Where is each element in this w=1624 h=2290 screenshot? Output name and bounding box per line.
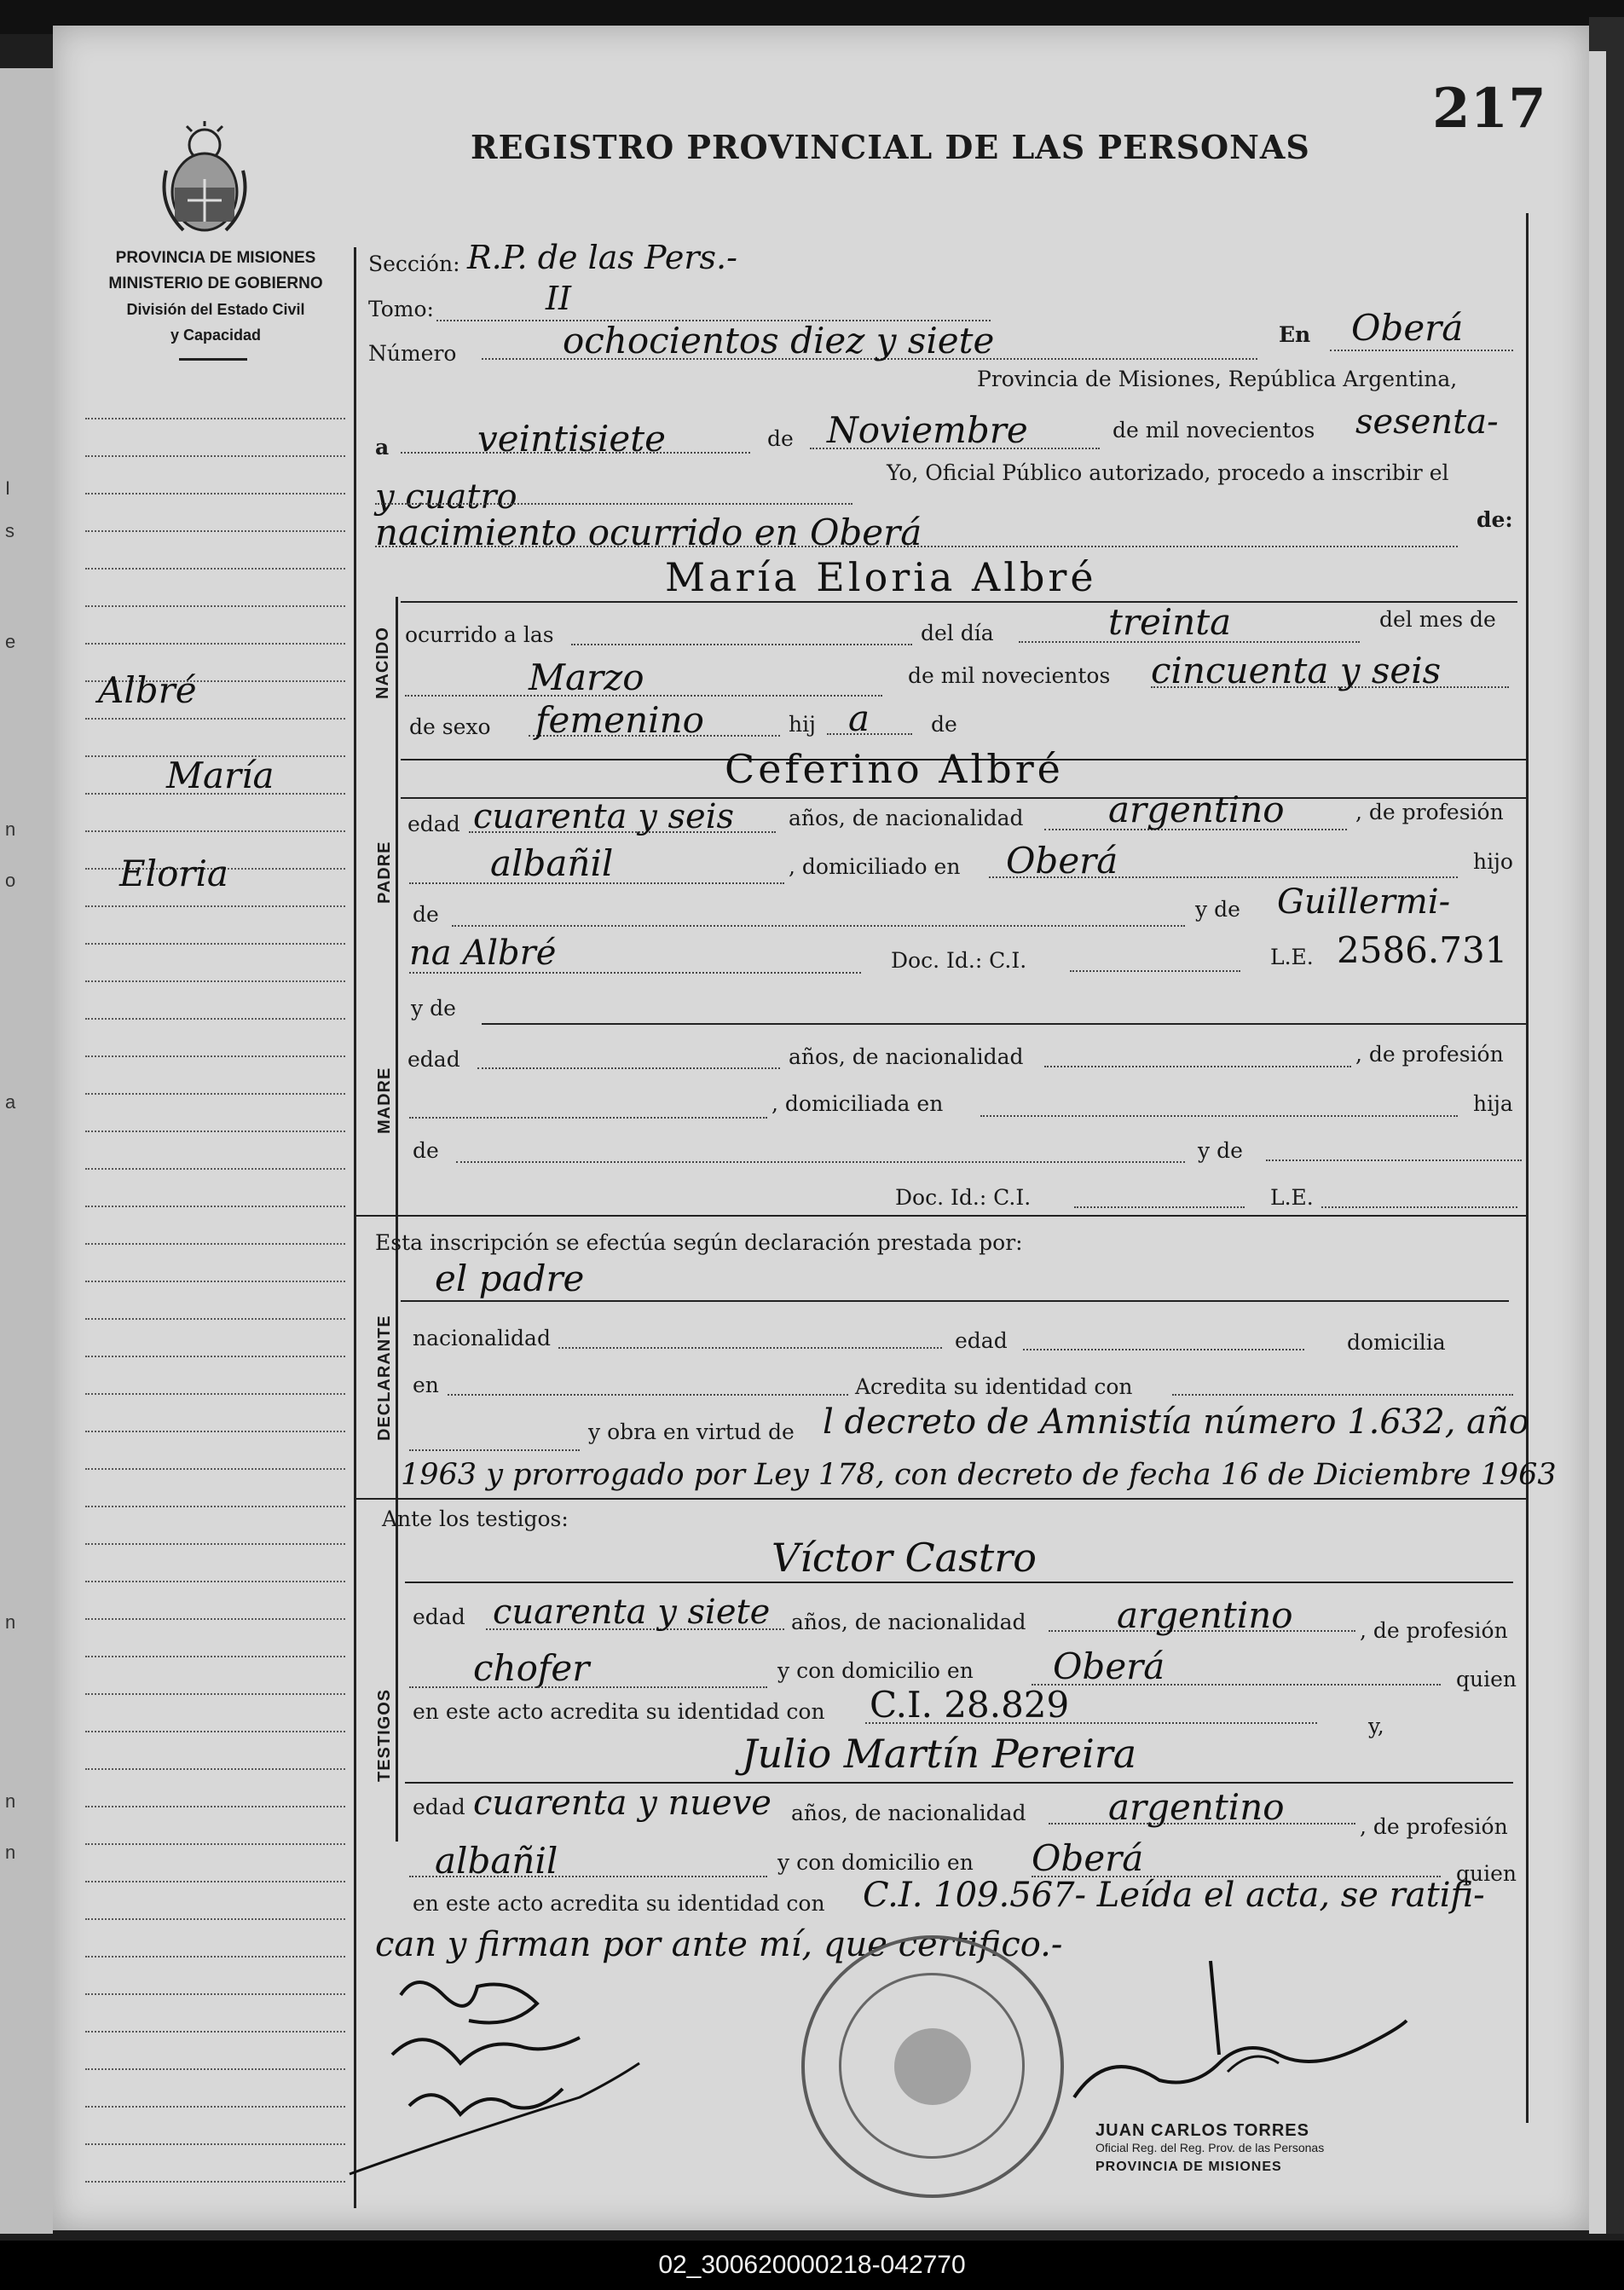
margin-ruled-line bbox=[85, 1918, 345, 1920]
testigo1-prof-label: , de profesión bbox=[1360, 1618, 1508, 1643]
margin-ruled-line bbox=[85, 605, 345, 607]
en-label: En bbox=[1279, 322, 1311, 347]
margin-ruled-line bbox=[85, 1393, 345, 1395]
madre-le-label: L.E. bbox=[1270, 1185, 1314, 1210]
margin-ruled-line bbox=[85, 1055, 345, 1057]
padre-hijo-label: hijo bbox=[1473, 849, 1513, 874]
testigo2-name: Julio Martín Pereira bbox=[742, 1731, 1137, 1777]
padre-nac-value: argentino bbox=[1108, 789, 1285, 830]
header-province: PROVINCIA DE MISIONES bbox=[115, 249, 316, 267]
official-signature bbox=[1057, 1944, 1415, 2114]
margin-ruled-line bbox=[85, 830, 345, 832]
official-stamp-title: Oficial Reg. del Reg. Prov. de las Personas bbox=[1095, 2141, 1325, 2154]
testigo2-nac-value: argentino bbox=[1108, 1786, 1285, 1828]
testigo1-y-label: y, bbox=[1368, 1714, 1384, 1738]
signatures-scribble bbox=[341, 1961, 665, 2183]
section-label-testigos: TESTIGOS bbox=[375, 1688, 394, 1782]
child-name-line bbox=[401, 601, 1517, 603]
testigo2-id-value: C.I. 109.567- Leída el acta, se ratifi- bbox=[863, 1876, 1485, 1915]
margin-ruled-line bbox=[85, 1731, 345, 1732]
margin-ruled-line bbox=[85, 905, 345, 907]
ocurrido-label: ocurrido a las bbox=[405, 622, 554, 647]
madre-dom-label: , domiciliada en bbox=[772, 1091, 944, 1116]
nacimiento-line bbox=[375, 546, 1458, 547]
declarante-acredita-line bbox=[1172, 1394, 1513, 1396]
sexo-label: de sexo bbox=[409, 714, 491, 739]
padre-prof-label: , de profesión bbox=[1355, 800, 1504, 824]
padre-de-line bbox=[452, 925, 1185, 927]
margin-ruled-line bbox=[85, 1693, 345, 1695]
declarante-obra-value-1: l decreto de Amnistía número 1.632, año bbox=[823, 1402, 1529, 1442]
header-ministry: MINISTERIO DE GOBIERNO bbox=[108, 275, 323, 292]
hij-label: hij bbox=[789, 712, 816, 737]
year-value-1: sesenta- bbox=[1355, 402, 1499, 442]
padre-mother-line-2 bbox=[409, 972, 861, 974]
padre-prof-value: albañil bbox=[490, 842, 614, 884]
madre-prof-label: , de profesión bbox=[1355, 1042, 1504, 1067]
madre-doc-label: Doc. Id.: C.I. bbox=[895, 1185, 1032, 1210]
testigo2-acredita-label: en este acto acredita su identidad con bbox=[413, 1891, 825, 1916]
mil-novecientos-label: de mil novecientos bbox=[1113, 418, 1315, 442]
margin-ruled-line bbox=[85, 1656, 345, 1657]
testigo1-name: Víctor Castro bbox=[772, 1535, 1037, 1581]
margin-ruled-line bbox=[85, 2181, 345, 2183]
madre-hija-label: hija bbox=[1473, 1091, 1513, 1116]
margin-name-second: Eloria bbox=[119, 853, 228, 894]
madre-prof-line bbox=[409, 1117, 767, 1119]
right-adjacent-page bbox=[1589, 51, 1606, 2234]
testigo2-nac-label: años, de nacionalidad bbox=[791, 1801, 1026, 1825]
declarante-edad-label: edad bbox=[955, 1328, 1008, 1353]
margin-ruled-line bbox=[85, 568, 345, 570]
testigo2-edad-label: edad bbox=[413, 1795, 465, 1819]
padre-edad-value: cuarenta y seis bbox=[473, 797, 735, 836]
province-line: Provincia de Misiones, República Argentina, bbox=[977, 367, 1458, 391]
margin-ruled-line bbox=[85, 2068, 345, 2070]
declarante-en-line bbox=[448, 1394, 848, 1396]
margin-name-surname: Albré bbox=[98, 669, 197, 711]
margin-ruled-line bbox=[85, 1468, 345, 1470]
adjacent-page-letter: n bbox=[5, 818, 16, 840]
madre-nac-line bbox=[1044, 1066, 1351, 1067]
padre-mother-value-1: Guillermi- bbox=[1277, 882, 1451, 922]
padre-mother-value-2: na Albré bbox=[409, 934, 557, 973]
ocurrido-line bbox=[571, 644, 912, 645]
padre-edad-label: edad bbox=[407, 812, 460, 836]
section-label-padre: PADRE bbox=[375, 841, 394, 904]
adjacent-page-letter: s bbox=[5, 520, 14, 541]
declarante-value-line bbox=[401, 1300, 1509, 1302]
month-value: Noviembre bbox=[827, 409, 1028, 451]
nacimiento-value: nacimiento ocurrido en Oberá bbox=[375, 512, 922, 553]
margin-ruled-line bbox=[85, 493, 345, 494]
madre-yde2-line bbox=[1266, 1159, 1522, 1161]
left-adjacent-page bbox=[0, 68, 53, 2234]
margin-ruled-line bbox=[85, 1131, 345, 1132]
margin-ruled-line bbox=[85, 1843, 345, 1845]
adjacent-page-letter: n bbox=[5, 1842, 16, 1863]
declarante-obra-value-2: 1963 y prorrogado por Ley 178, con decreto de fecha 16 de Diciembre 1963 bbox=[401, 1458, 1557, 1492]
margin-ruled-line bbox=[85, 1581, 345, 1582]
declarante-dom-label: domicilia bbox=[1347, 1330, 1446, 1355]
testigo2-dom-value: Oberá bbox=[1032, 1837, 1144, 1879]
a-label: a bbox=[375, 435, 390, 460]
margin-ruled-line bbox=[85, 1243, 345, 1245]
sexo-value: femenino bbox=[535, 699, 704, 741]
margin-ruled-line bbox=[85, 1618, 345, 1620]
testigo1-nac-value: argentino bbox=[1117, 1594, 1293, 1636]
testigo1-dom-value: Oberá bbox=[1053, 1645, 1165, 1687]
margin-ruled-line bbox=[85, 1206, 345, 1207]
testigo2-quien-label: quien bbox=[1456, 1861, 1517, 1886]
year-line-2 bbox=[375, 503, 852, 505]
del-dia-label: del día bbox=[921, 621, 994, 645]
padre-name: Ceferino Albré bbox=[725, 746, 1064, 792]
testigo2-prof-value: albañil bbox=[435, 1840, 558, 1882]
margin-ruled-line bbox=[85, 1168, 345, 1170]
adjacent-page-letter: n bbox=[5, 1611, 16, 1633]
testigo1-quien-label: quien bbox=[1456, 1667, 1517, 1691]
page-number: 217 bbox=[1432, 77, 1546, 141]
numero-value: ochocientos diez y siete bbox=[563, 320, 995, 361]
scan-caption: 02_300620000218-042770 bbox=[0, 2241, 1624, 2290]
margin-ruled-line bbox=[85, 1318, 345, 1320]
dia-value: treinta bbox=[1108, 601, 1232, 643]
testigo1-id-value: C.I. 28.829 bbox=[870, 1684, 1070, 1726]
page-title: REGISTRO PROVINCIAL DE LAS PERSONAS bbox=[471, 128, 1310, 166]
margin-ruled-line bbox=[85, 1356, 345, 1357]
header-division: División del Estado Civil bbox=[126, 301, 305, 318]
de-colon-label: de: bbox=[1477, 507, 1513, 532]
declarante-acredita-label: Acredita su identidad con bbox=[855, 1374, 1133, 1399]
tomo-value: II bbox=[546, 280, 572, 317]
testigo1-prof-value: chofer bbox=[473, 1647, 590, 1689]
adjacent-page-letter: e bbox=[5, 631, 16, 652]
declarante-nac-label: nacionalidad bbox=[413, 1326, 551, 1350]
declarante-nac-line bbox=[558, 1347, 942, 1349]
de-nacido-label: de bbox=[931, 712, 957, 737]
margin-ruled-line bbox=[85, 455, 345, 457]
margin-ruled-line bbox=[85, 1281, 345, 1282]
padre-dom-value: Oberá bbox=[1006, 840, 1118, 882]
margin-ruled-line bbox=[85, 2143, 345, 2145]
madre-yde2-label: y de bbox=[1198, 1138, 1243, 1163]
section-divider bbox=[396, 597, 398, 1842]
margin-ruled-line bbox=[85, 1993, 345, 1995]
seccion-value: R.P. de las Pers.- bbox=[467, 239, 737, 276]
adjacent-page-letter: I bbox=[5, 477, 11, 499]
madre-nac-label: años, de nacionalidad bbox=[789, 1044, 1024, 1069]
adjacent-page-letter: o bbox=[5, 870, 16, 891]
madre-edad-label: edad bbox=[407, 1047, 460, 1072]
margin-ruled-line bbox=[85, 1431, 345, 1432]
margin-ruled-line bbox=[85, 1543, 345, 1545]
margin-ruled-line bbox=[85, 1881, 345, 1882]
margin-ruled-line bbox=[85, 530, 345, 532]
testigo1-name-line bbox=[405, 1582, 1513, 1583]
padre-yde-label: y de bbox=[1195, 897, 1240, 922]
margin-ruled-line bbox=[85, 1093, 345, 1095]
padre-le-value: 2586.731 bbox=[1337, 929, 1508, 971]
official-seal-stamp bbox=[801, 1935, 1064, 2198]
madre-de-line bbox=[456, 1161, 1185, 1163]
section-label-declarante: DECLARANTE bbox=[375, 1315, 394, 1441]
testigo1-prof-line bbox=[409, 1686, 767, 1688]
margin-ruled-line bbox=[85, 1018, 345, 1020]
madre-le-line bbox=[1321, 1206, 1517, 1208]
testigo1-nac-label: años, de nacionalidad bbox=[791, 1610, 1026, 1634]
margin-ruled-line bbox=[85, 1806, 345, 1807]
adjacent-page-letter: a bbox=[5, 1091, 16, 1113]
tomo-label: Tomo: bbox=[368, 297, 434, 321]
padre-dom-label: , domiciliado en bbox=[789, 854, 961, 879]
child-name: María Eloria Albré bbox=[665, 554, 1097, 600]
margin-ruled-line bbox=[85, 980, 345, 982]
madre-de-label: de bbox=[413, 1138, 439, 1163]
declarante-obra-label: y obra en virtud de bbox=[588, 1420, 795, 1444]
oficial-line: Yo, Oficial Público autorizado, procedo a inscribir el bbox=[887, 460, 1449, 485]
declarante-value: el padre bbox=[435, 1258, 585, 1299]
declarante-bottom-line bbox=[354, 1498, 1526, 1500]
margin-ruled-line bbox=[85, 943, 345, 945]
right-border bbox=[1526, 213, 1529, 2123]
padre-le-label: L.E. bbox=[1270, 945, 1314, 969]
margin-ruled-line bbox=[85, 1768, 345, 1770]
testigo1-acredita-label: en este acto acredita su identidad con bbox=[413, 1699, 825, 1724]
testigo2-dom-label: y con domicilio en bbox=[777, 1850, 974, 1875]
testigo2-prof-label: , de profesión bbox=[1360, 1814, 1508, 1839]
margin-ruled-line bbox=[85, 718, 345, 720]
en-value: Oberá bbox=[1351, 307, 1464, 349]
coat-of-arms-emblem bbox=[158, 119, 251, 239]
madre-doc-line bbox=[1074, 1206, 1245, 1208]
declarante-en-label: en bbox=[413, 1373, 439, 1397]
declarante-intro: Esta inscripción se efectúa según declaración prestada por: bbox=[375, 1230, 1023, 1255]
padre-doc-line bbox=[1070, 970, 1240, 972]
madre-dom-line bbox=[980, 1115, 1458, 1117]
hij-value: a bbox=[848, 697, 870, 739]
mes-value: Marzo bbox=[529, 656, 644, 698]
en-line bbox=[1330, 350, 1513, 351]
del-mes-label: del mes de bbox=[1379, 607, 1496, 632]
testigo1-edad-value: cuarenta y siete bbox=[493, 1593, 771, 1632]
header-capacidad: y Capacidad bbox=[170, 327, 262, 344]
margin-ruled-line bbox=[85, 643, 345, 645]
margin-ruled-line bbox=[85, 2106, 345, 2108]
margin-ruled-line bbox=[85, 2031, 345, 2033]
birth-year-value: cincuenta y seis bbox=[1151, 650, 1442, 691]
testigos-intro: Ante los testigos: bbox=[382, 1506, 569, 1531]
testigo2-prof-line bbox=[409, 1876, 767, 1877]
margin-name-first: María bbox=[166, 755, 275, 796]
margin-divider bbox=[354, 247, 356, 2208]
margin-ruled-line bbox=[85, 1956, 345, 1957]
de-label: de bbox=[767, 426, 794, 451]
madre-yde-label: y de bbox=[411, 996, 456, 1021]
madre-edad-line bbox=[477, 1067, 780, 1069]
testigo1-edad-label: edad bbox=[413, 1605, 465, 1629]
year-value-2: y cuatro bbox=[375, 477, 517, 517]
madre-yde-line bbox=[482, 1023, 1526, 1025]
margin-ruled-line bbox=[85, 418, 345, 419]
padre-nac-label: años, de nacionalidad bbox=[789, 806, 1024, 830]
testigo1-dom-label: y con domicilio en bbox=[777, 1658, 974, 1683]
madre-bottom-line bbox=[354, 1215, 1526, 1217]
closing-line: can y firman por ante mí, que certifico.- bbox=[375, 1925, 1063, 1964]
mil-novecientos-nacido-label: de mil novecientos bbox=[908, 663, 1111, 688]
header-underline bbox=[179, 358, 247, 361]
official-stamp-province: PROVINCIA DE MISIONES bbox=[1095, 2160, 1282, 2174]
numero-label: Número bbox=[368, 341, 457, 366]
padre-doc-label: Doc. Id.: C.I. bbox=[891, 948, 1027, 973]
declarante-obra-pre-line bbox=[409, 1449, 580, 1451]
seccion-label: Sección: bbox=[368, 252, 460, 276]
adjacent-page-letter: n bbox=[5, 1790, 16, 1812]
section-label-nacido: NACIDO bbox=[373, 627, 392, 699]
margin-ruled-line bbox=[85, 1506, 345, 1507]
a-value: veintisiete bbox=[477, 418, 666, 460]
official-stamp-name: JUAN CARLOS TORRES bbox=[1095, 2121, 1309, 2140]
testigo2-edad-value: cuarenta y nueve bbox=[473, 1784, 772, 1823]
section-label-madre: MADRE bbox=[375, 1067, 394, 1134]
declarante-edad-line bbox=[1023, 1349, 1304, 1350]
padre-de-label: de bbox=[413, 902, 439, 927]
